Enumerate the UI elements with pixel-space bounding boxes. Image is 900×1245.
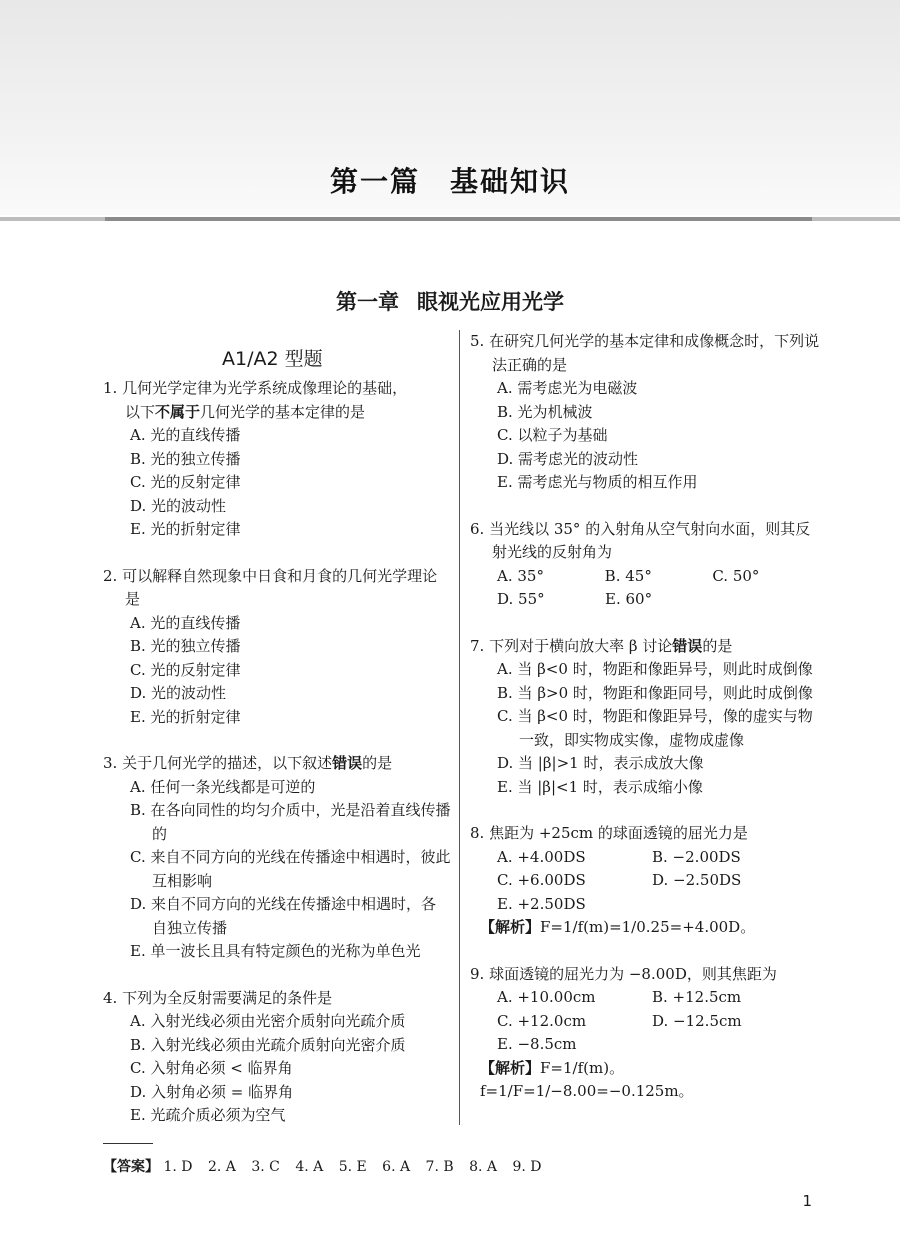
question-stem: 5. 在研究几何光学的基本定律和成像概念时，下列说法正确的是 — [470, 332, 820, 374]
question-5 — [470, 330, 820, 495]
answer-label: 【答案】 — [103, 1159, 159, 1175]
option: D. 入射角必须 = 临界角 — [130, 1082, 294, 1101]
question-8 — [470, 822, 820, 940]
option: C. +12.0cm — [497, 1011, 587, 1030]
question-7 — [470, 635, 820, 800]
analysis: 【解析】F=1/f(m)。f=1/F=1/−8.00=−0.125m。 — [480, 1058, 694, 1100]
question-3 — [103, 752, 451, 964]
option: C. 以粒子为基础 — [497, 426, 608, 444]
answer-item: 7. B — [425, 1159, 454, 1175]
left-column — [103, 377, 451, 1151]
option: E. −8.5cm — [497, 1035, 577, 1053]
header-rule-right — [812, 217, 900, 221]
header-rule-left — [0, 217, 105, 221]
part-title: 第一篇 基础知识 — [329, 165, 571, 198]
option: E. +2.50DS — [497, 894, 586, 913]
option: C. +6.00DS — [497, 871, 586, 889]
option: E. 60° — [605, 590, 653, 608]
option: A. 入射光线必须由光密介质射向光疏介质 — [130, 1012, 406, 1030]
option: D. 光的波动性 — [130, 496, 227, 515]
answer-item: 3. C — [251, 1159, 280, 1175]
answer-item: 1. D — [163, 1159, 193, 1175]
section-heading: A1/A2 型题 — [222, 348, 323, 370]
question-stem: 9. 球面透镜的屈光力为 −8.00D，则其焦距为 — [470, 964, 777, 983]
question-stem: 7. 下列对于横向放大率 β 讨论错误的是 — [470, 636, 733, 655]
option-grid — [497, 986, 820, 1057]
option: D. 光的波动性 — [130, 684, 227, 702]
option: A. 35° — [497, 566, 544, 585]
option: B. 光为机械波 — [497, 402, 593, 421]
answer-item: 5. E — [338, 1159, 367, 1175]
option: B. −2.00DS — [652, 847, 741, 866]
answer-key — [103, 1156, 553, 1176]
answer-item: 2. A — [207, 1159, 236, 1175]
option: B. 45° — [604, 566, 652, 585]
option-grid — [497, 565, 820, 612]
option: A. 光的直线传播 — [130, 426, 241, 444]
option-grid — [497, 846, 820, 917]
question-6 — [470, 518, 820, 612]
option: C. 光的反射定律 — [130, 473, 241, 491]
question-stem: 8. 焦距为 +25cm 的球面透镜的屈光力是 — [470, 824, 748, 842]
answer-item: 6. A — [382, 1159, 411, 1175]
question-2 — [103, 565, 451, 730]
question-9 — [470, 963, 820, 1104]
option: B. 光的独立传播 — [130, 449, 241, 468]
option: E. 光的折射定律 — [130, 707, 241, 726]
option: E. 光的折射定律 — [130, 520, 241, 538]
option: C. 来自不同方向的光线在传播途中相遇时，彼此互相影响 — [130, 848, 451, 890]
option: D. 需考虑光的波动性 — [497, 449, 639, 468]
option: A. +10.00cm — [497, 988, 596, 1006]
option: A. 当 β<0 时，物距和像距异号，则此时成倒像 — [497, 660, 813, 678]
footnote-rule — [103, 1143, 153, 1144]
option: B. 当 β>0 时，物距和像距同号，则此时成倒像 — [497, 683, 813, 702]
option: D. 55° — [497, 590, 545, 608]
option: D. 当 |β|>1 时，表示成放大像 — [497, 754, 704, 772]
option: C. 入射角必须 < 临界角 — [130, 1059, 293, 1077]
option: D. −2.50DS — [652, 871, 742, 889]
question-4 — [103, 987, 451, 1128]
question-1 — [103, 377, 451, 542]
option: B. 光的独立传播 — [130, 637, 241, 655]
question-stem: 3. 关于几何光学的描述，以下叙述错误的是 — [103, 754, 393, 772]
option: A. 任何一条光线都是可逆的 — [130, 777, 316, 796]
page-number: 1 — [802, 1192, 812, 1210]
option: E. 需考虑光与物质的相互作用 — [497, 473, 698, 491]
answer-item: 8. A — [469, 1159, 498, 1175]
right-column — [470, 330, 820, 1127]
option: D. 来自不同方向的光线在传播途中相遇时，各自独立传播 — [130, 895, 437, 937]
header-rule — [105, 217, 812, 221]
column-divider — [459, 330, 460, 1125]
option: C. 光的反射定律 — [130, 660, 241, 679]
option: D. −12.5cm — [652, 1011, 742, 1030]
analysis: 【解析】F=1/f(m)=1/0.25=+4.00D。 — [480, 918, 756, 936]
option: A. 光的直线传播 — [130, 613, 241, 632]
option: A. 需考虑光为电磁波 — [497, 379, 638, 397]
question-stem: 1. 几何光学定律为光学系统成像理论的基础， 以下不属于几何光学的基本定律的是 — [103, 379, 408, 421]
option: B. +12.5cm — [652, 988, 742, 1006]
question-stem: 6. 当光线以 35° 的入射角从空气射向水面，则其反射光线的反射角为 — [470, 519, 811, 561]
option: E. 光疏介质必须为空气 — [130, 1106, 286, 1124]
option: C. 当 β<0 时，物距和像距异号，像的虚实与物一致，即实物成实像，虚物成虚像 — [497, 707, 813, 749]
option: B. 入射光线必须由光疏介质射向光密介质 — [130, 1035, 406, 1054]
option: E. 单一波长且具有特定颜色的光称为单色光 — [130, 942, 421, 960]
question-stem: 2. 可以解释自然现象中日食和月食的几何光学理论是 — [103, 566, 438, 608]
answer-item: 4. A — [295, 1159, 324, 1175]
option: A. +4.00DS — [497, 847, 586, 866]
chapter-title: 第一章 眼视光应用光学 — [336, 290, 564, 314]
option: C. 50° — [712, 566, 760, 585]
option: E. 当 |β|<1 时，表示成缩小像 — [497, 777, 703, 796]
question-stem: 4. 下列为全反射需要满足的条件是 — [103, 988, 333, 1007]
option: B. 在各向同性的均匀介质中，光是沿着直线传播的 — [130, 801, 451, 843]
answer-item: 9. D — [512, 1159, 542, 1175]
